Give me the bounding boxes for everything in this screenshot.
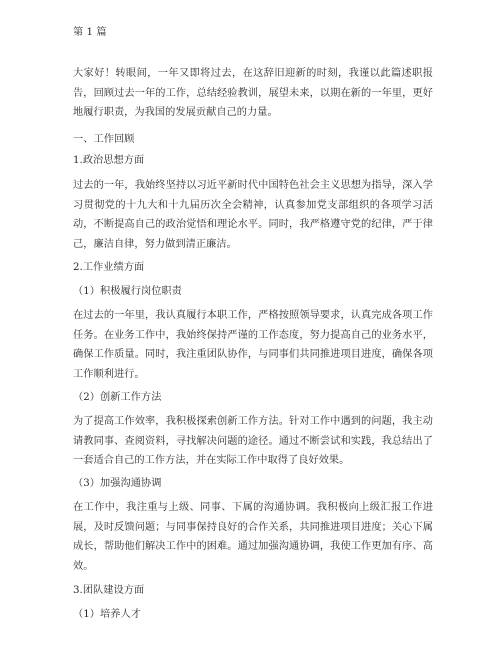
item-heading-duties: （1）积极履行岗位职责 (73, 286, 182, 297)
chapter-heading: 第 1 篇 (73, 27, 107, 38)
political-paragraph: 过去的一年，我始终坚持以习近平新时代中国特色社会主义思想为指导，深入学习贯彻党的十九大和十九届历次全会精神，认真参加党支部组织的各项学习活动，不断提高自己的政治觉悟和理论水平。同时，我严格遵守党的纪律，严于律己，廉洁自律，努力做到清正廉洁。 (73, 180, 433, 250)
item-heading-innovation: （2）创新工作方法 (73, 392, 162, 403)
communication-paragraph: 在工作中，我注重与上级、同事、下属的沟通协调。我积极向上级汇报工作进展，及时反馈问题；与同事保持良好的合作关系，共同推进项目进度；关心下属成长，帮助他们解决工作中的困难。通过加强沟通协调，我使工作更加有序、高效。 (73, 502, 433, 572)
innovation-paragraph: 为了提高工作效率，我积极探索创新工作方法。针对工作中遇到的问题，我主动请教同事、查阅资料，寻找解决问题的途径。通过不断尝试和实践，我总结出了一套适合自己的工作方法，并在实际工作中取得了良好效果。 (73, 416, 433, 467)
subheading-political: 1.政治思想方面 (73, 155, 145, 166)
intro-paragraph: 大家好！转眼间，一年又即将过去，在这辞旧迎新的时刻，我谨以此篇述职报告，回顾过去一年的工作，总结经验教训，展望未来，以期在新的一年里，更好地履行职责，为我国的发展贡献自己的力量。 (73, 68, 433, 119)
subheading-team-building: 3.团队建设方面 (73, 585, 145, 596)
item-heading-talent: （1）培养人才 (73, 609, 141, 620)
duties-paragraph: 在过去的一年里，我认真履行本职工作，严格按照领导要求，认真完成各项工作任务。在业务工作中，我始终保持严谨的工作态度，努力提高自己的业务水平，确保工作质量。同时，我注重团队协作，与同事们共同推进项目进度，确保各项工作顺利进行。 (73, 310, 433, 380)
section-heading-work-review: 一、工作回顾 (73, 134, 135, 145)
item-heading-communication: （3）加强沟通协调 (73, 478, 162, 489)
subheading-performance: 2.工作业绩方面 (73, 262, 145, 273)
